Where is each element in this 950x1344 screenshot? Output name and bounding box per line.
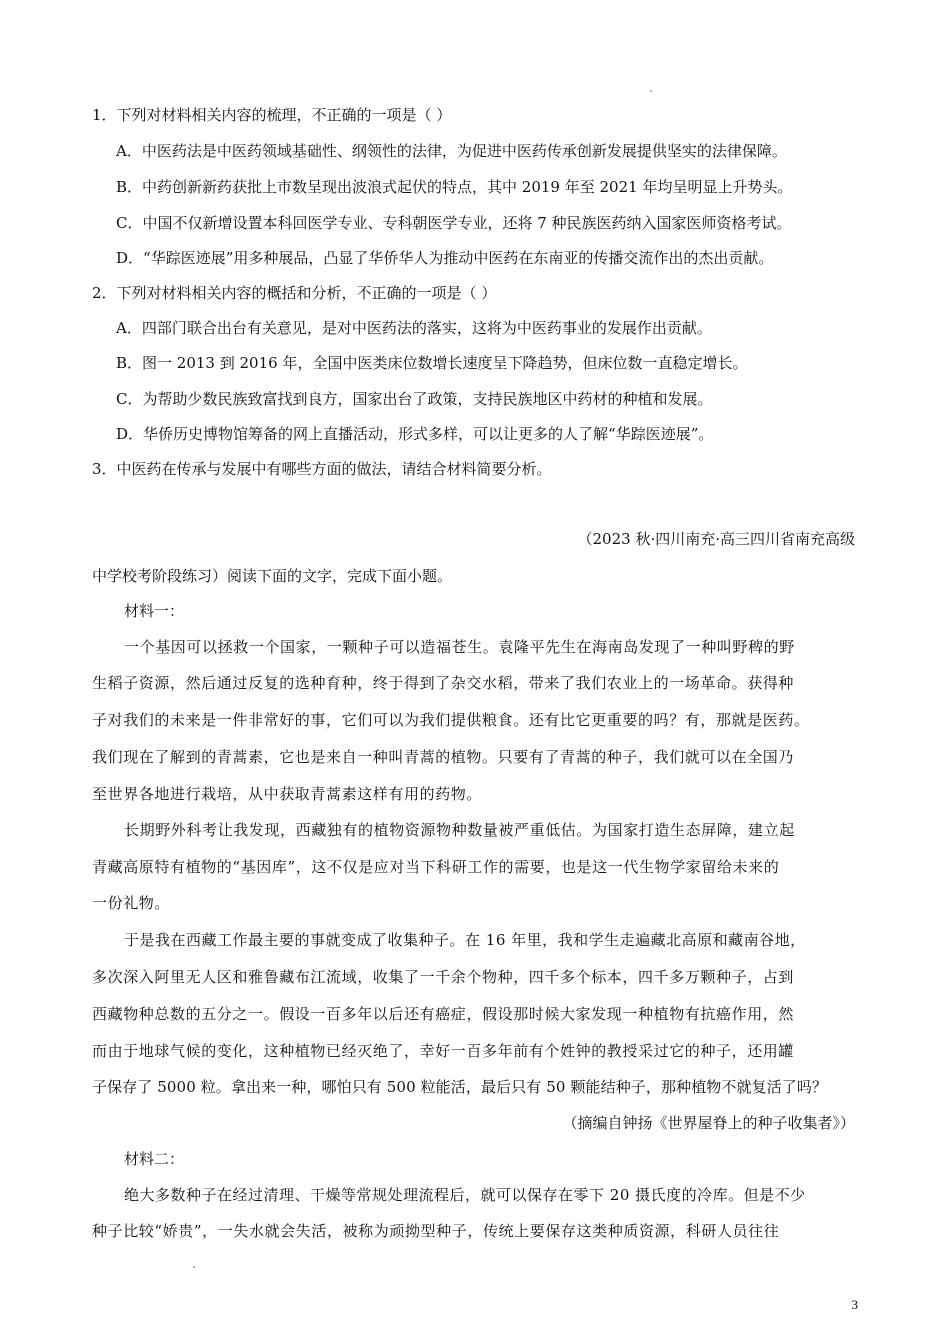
material-1-paragraph-2-line: 青藏高原特有植物的“基因库”，这不仅是应对当下科研工作的需要，也是这一代生物学家留给未来的 [92, 858, 780, 876]
material-2-title: 材料二： [124, 1150, 185, 1168]
question-3-stem: 3．中医药在传承与发展中有哪些方面的做法，请结合材料简要分析。 [92, 460, 552, 478]
material-1-title: 材料一： [124, 602, 185, 620]
reading-intro-instruction: 中学校考阶段练习）阅读下面的文字，完成下面小题。 [92, 567, 453, 585]
question-1-option-b: B．中药创新新药获批上市数呈现出波浪式起伏的特点，其中 2019 年至 2021 年均呈明显上升势头。 [116, 178, 793, 196]
question-2-option-b: B．图一 2013 到 2016 年，全国中医类床位数增长速度呈下降趋势，但床位数一直稳定增长。 [116, 354, 748, 372]
question-2-option-d: D．华侨历史博物馆筹备的网上直播活动，形式多样，可以让更多的人了解“华踪医迹展”。 [116, 425, 714, 443]
question-1-option-d: D．“华踪医迹展”用多种展品，凸显了华侨华人为推动中医药在东南亚的传播交流作出的杰出贡献。 [116, 249, 774, 267]
question-1-option-a: A．中医药法是中医药领域基础性、纲领性的法律，为促进中医药传承创新发展提供坚实的法律保障。 [116, 142, 787, 160]
material-1-paragraph-3-line: 西藏物种总数的五分之一。假设一百多年以后还有癌症，假设那时候大家发现一种植物有抗癌作用，然 [92, 1005, 795, 1023]
material-2-paragraph-1-line: 种子比较“娇贵”，一失水就会失活，被称为顽拗型种子，传统上要保存这类种质资源，科研人员往往 [92, 1222, 780, 1240]
scan-speck [650, 90, 652, 92]
material-1-paragraph-3-line: 子保存了 5000 粒。拿出来一种，哪怕只有 500 粒能活，最后只有 50 颗能结种子，那种植物不就复活了吗？ [92, 1078, 828, 1096]
page-number: 3 [851, 1297, 858, 1312]
material-1-paragraph-1-line: 至世界各地进行栽培，从中获取青蒿素这样有用的药物。 [92, 785, 483, 803]
material-2-paragraph-1-line: 绝大多数种子在经过清理、干燥等常规处理流程后，就可以保存在零下 20 摄氏度的冷库。但是不少 [124, 1186, 806, 1204]
material-1-paragraph-1-line: 生稻子资源，然后通过反复的选种育种，终于得到了杂交水稻，带来了我们农业上的一场革命。获得种 [92, 674, 795, 692]
material-1-paragraph-1-line: 我们现在了解到的青蒿素，它也是来自一种叫青蒿的植物。只要有了青蒿的种子，我们就可以在全国乃 [92, 748, 795, 766]
question-2-option-c: C．为帮助少数民族致富找到良方，国家出台了政策，支持民族地区中药材的种植和发展。 [116, 390, 713, 408]
material-1-paragraph-3-line: 多次深入阿里无人区和雅鲁藏布江流域，收集了一千余个物种，四千多个标本，四千多万颗种子，占到 [92, 968, 795, 986]
material-1-source: （摘编自钟扬《世界屋脊上的种子收集者》） [562, 1114, 855, 1132]
material-1-paragraph-3-line: 于是我在西藏工作最主要的事就变成了收集种子。在 16 年里，我和学生走遍藏北高原和藏南谷地， [124, 931, 806, 949]
reading-intro-source: （2023 秋·四川南充·高三四川省南充高级 [577, 530, 855, 548]
material-1-paragraph-3-line: 而由于地球气候的变化，这种植物已经灭绝了，幸好一百多年前有个姓钟的教授采过它的种子，还用罐 [92, 1042, 795, 1060]
material-1-paragraph-1-line: 一个基因可以拯救一个国家，一颗种子可以造福苍生。袁隆平先生在海南岛发现了一种叫野稗的野 [124, 638, 795, 656]
material-1-paragraph-2-line: 长期野外科考让我发现，西藏独有的植物资源物种数量被严重低估。为国家打造生态屏障，建立起 [124, 821, 795, 839]
question-1-option-c: C．中国不仅新增设置本科回医学专业、专科朝医学专业，还将 7 种民族医药纳入国家医师资格考试。 [116, 214, 792, 232]
material-1-paragraph-1-line: 子对我们的未来是一件非常好的事，它们可以为我们提供粮食。还有比它更重要的吗？有，那就是医药。 [92, 711, 810, 729]
scan-speck [193, 1266, 195, 1268]
question-2-option-a: A．四部门联合出台有关意见，是对中医药法的落实，这将为中医药事业的发展作出贡献。 [116, 319, 712, 337]
material-1-paragraph-2-line: 一份礼物。 [92, 894, 171, 912]
question-2-stem: 2．下列对材料相关内容的概括和分析，不正确的一项是（ ） [92, 284, 497, 302]
question-1-stem: 1．下列对材料相关内容的梳理，不正确的一项是（ ） [92, 106, 452, 124]
